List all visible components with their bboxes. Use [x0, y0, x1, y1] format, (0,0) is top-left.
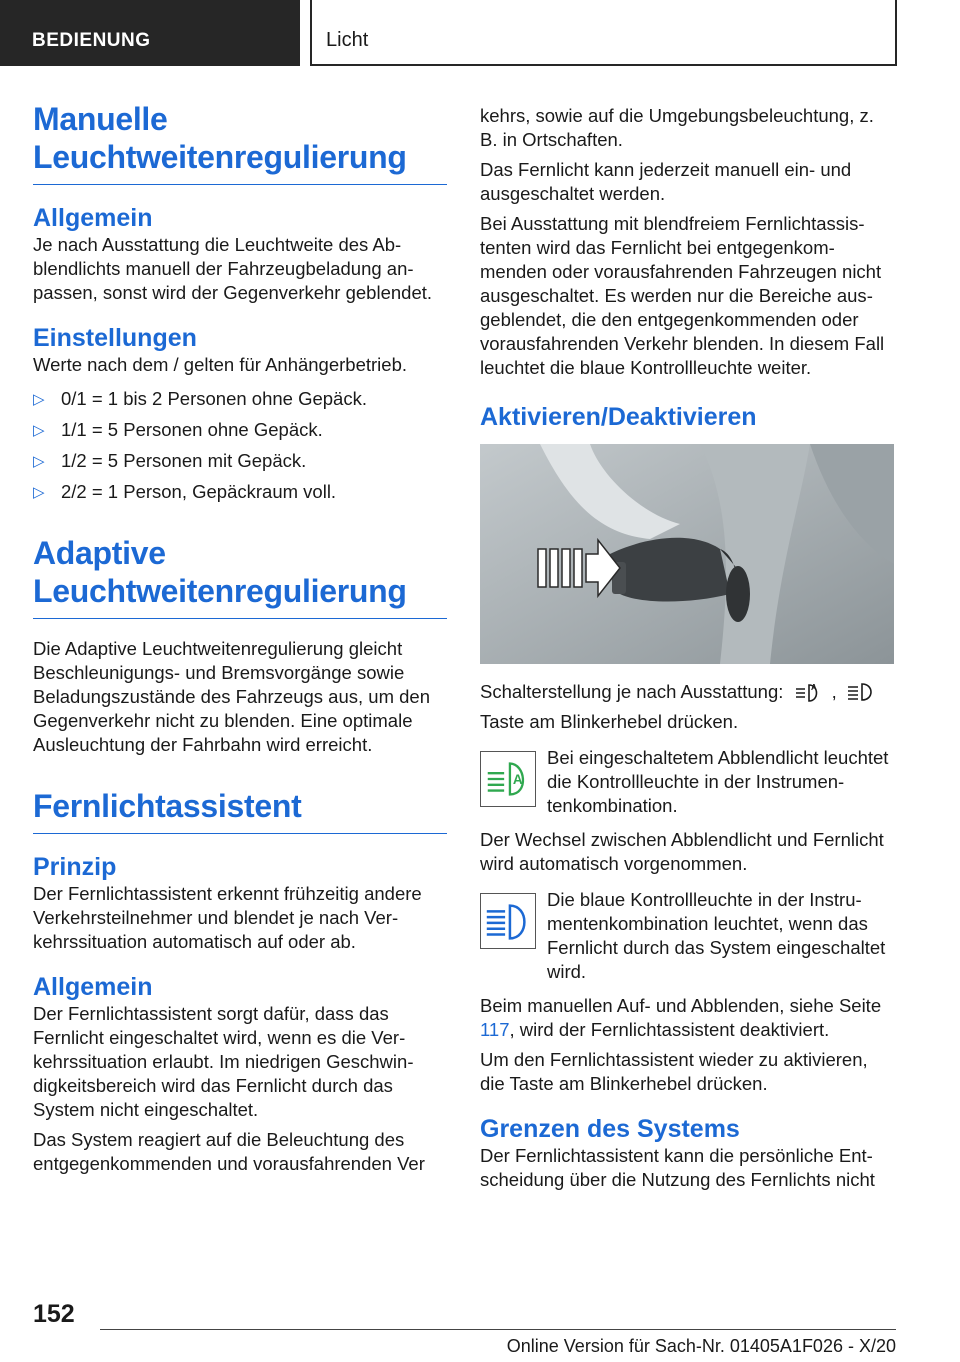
auto-high-beam-icon	[793, 681, 823, 703]
icon-separator: ,	[831, 681, 837, 702]
paragraph-manuell-schalten: Das Fernlicht kann jederzeit manuell ein- und ausgeschaltet werden.	[480, 159, 852, 204]
right-column	[480, 104, 894, 1198]
list-item-text: 2/2 = 1 Person, Gepäckraum voll.	[61, 481, 337, 502]
chapter-label: Licht	[326, 29, 369, 51]
schalterstellung-text: Schalterstellung je nach Ausstattung:	[480, 681, 784, 702]
high-beam-assistant-icon	[846, 681, 876, 703]
list-item-text: 1/1 = 5 Personen ohne Gepäck.	[61, 419, 323, 440]
list-item	[33, 449, 447, 473]
turn-signal-lever-illustration	[480, 444, 894, 664]
heading-prinzip: Prinzip	[33, 853, 117, 881]
paragraph-grenzen: Der Fernlichtassistent kann die persönliche Entscheidung über die Nutzung des Fernlichts nicht	[480, 1145, 875, 1190]
paragraph-taste: Taste am Blinkerhebel drücken.	[480, 711, 739, 732]
heading-adaptive-leuchtweitenregulierung: Adaptive Leuchtweitenregulierung	[33, 534, 447, 619]
note-abblendlicht	[480, 746, 894, 818]
manuell-text-b: , wird der Fernlichtassistent deaktiviert.	[509, 1019, 830, 1040]
heading-grenzen-des-systems: Grenzen des Systems	[480, 1115, 740, 1143]
bullet-triangle-icon: ▷	[33, 484, 45, 501]
manuell-text-a: Beim manuellen Auf- und Abblenden, siehe Seite	[480, 995, 882, 1016]
section-label: BEDIENUNG	[32, 30, 151, 51]
paragraph-allgemein-fernlicht: Der Fernlichtassistent sorgt dafür, dass das Fernlicht eingeschaltet wird, wenn es die Verkehrssituation erlaubt. Im niedrigen Geschwindigkeitsbereich wird das Fernlicht durch das System nicht eingeschaltet.	[33, 1003, 414, 1120]
paragraph-prinzip: Der Fernlichtassistent erkennt frühzeitig andere Verkehrsteilnehmer und blendet je nach Verkehrssituation automatisch auf oder ab.	[33, 883, 422, 952]
list-item	[33, 480, 447, 504]
paragraph-allgemein: Je nach Ausstattung die Leuchtweite des Abblendlichts manuell der Fahrzeugbeladung anpassen, sonst wird der Gegenverkehr geblendet.	[33, 234, 433, 303]
list-item-text: 0/1 = 1 bis 2 Personen ohne Gepäck.	[61, 388, 367, 409]
bullet-triangle-icon: ▷	[33, 453, 45, 470]
bullet-triangle-icon: ▷	[33, 422, 45, 439]
note-abblendlicht-text: Bei eingeschaltetem Abblendlicht leuchtet die Kontrollleuchte in der Instrumentenkombination.	[547, 747, 889, 816]
settings-list	[33, 387, 447, 504]
paragraph-manuell-abblenden	[480, 994, 894, 1042]
svg-text:A: A	[512, 771, 523, 787]
footer-version: Online Version für Sach-Nr. 01405A1F026 - X/20	[506, 1336, 896, 1356]
left-column	[33, 100, 447, 1182]
page-link-117[interactable]: 117	[480, 1019, 510, 1040]
heading-einstellungen: Einstellungen	[33, 324, 197, 352]
paragraph-blendfrei: Bei Ausstattung mit blendfreiem Fernlichtassistenten wird das Fernlicht bei entgegenkommenden oder vorausfahrenden Fahrzeugen nicht ausgeschaltet. Es werden nur die Bereiche ausgeblendet, die den entgegenkommenden oder vorausfahrenden Verkehr blenden. In diesem Fall leuchtet die blaue Kontrollleuchte weiter.	[480, 213, 885, 378]
blue-high-beam-indicator-icon	[480, 893, 536, 949]
section-tab	[0, 0, 300, 66]
heading-aktivieren-deaktivieren: Aktivieren/Deaktivieren	[480, 403, 757, 431]
note-fernlicht	[480, 888, 894, 984]
green-auto-light-indicator-icon	[480, 751, 536, 807]
turn-signal-lever-photo	[480, 444, 894, 664]
paragraph-wechsel: Der Wechsel zwischen Abblendlicht und Fernlicht wird automatisch vorgenommen.	[480, 829, 884, 874]
heading-allgemein: Allgemein	[33, 204, 153, 232]
list-item	[33, 418, 447, 442]
paragraph-beleuchtung: Das System reagiert auf die Beleuchtung des entgegenkommenden und vorausfahrenden Ver	[33, 1129, 425, 1174]
paragraph-umgebungsbeleuchtung: kehrs, sowie auf die Umgebungsbeleuchtung, z. B. in Ortschaften.	[480, 105, 874, 150]
footer-divider	[100, 1329, 896, 1330]
bullet-triangle-icon: ▷	[33, 391, 45, 408]
paragraph-einstellungen: Werte nach dem / gelten für Anhängerbetrieb.	[33, 354, 408, 375]
page-number: 152	[33, 1300, 75, 1328]
heading-manuelle-leuchtweitenregulierung: Manuelle Leuchtweitenregulierung	[33, 100, 447, 185]
svg-text:A: A	[810, 683, 817, 692]
paragraph-adaptive: Die Adaptive Leuchtweitenregulierung gleicht Beschleunigungs- und Bremsvorgänge sowie Beladungszustände des Fahrzeugs aus, um den Gegenverkehr nicht zu blenden. Eine optimale Ausleuchtung der Fahrbahn wird erreicht.	[33, 638, 430, 755]
paragraph-schalterstellung	[480, 680, 894, 704]
list-item-text: 1/2 = 5 Personen mit Gepäck.	[61, 450, 307, 471]
note-fernlicht-text: Die blaue Kontrollleuchte in der Instrumentenkombination leuchtet, wenn das Fernlicht durch das System eingeschaltet wird.	[547, 889, 886, 982]
heading-fernlichtassistent: Fernlichtassistent	[33, 787, 447, 834]
list-item	[33, 387, 447, 411]
paragraph-reaktivieren: Um den Fernlichtassistent wieder zu aktivieren, die Taste am Blinkerhebel drücken.	[480, 1049, 868, 1094]
heading-allgemein-fernlicht: Allgemein	[33, 973, 153, 1001]
chapter-tab	[310, 0, 897, 66]
